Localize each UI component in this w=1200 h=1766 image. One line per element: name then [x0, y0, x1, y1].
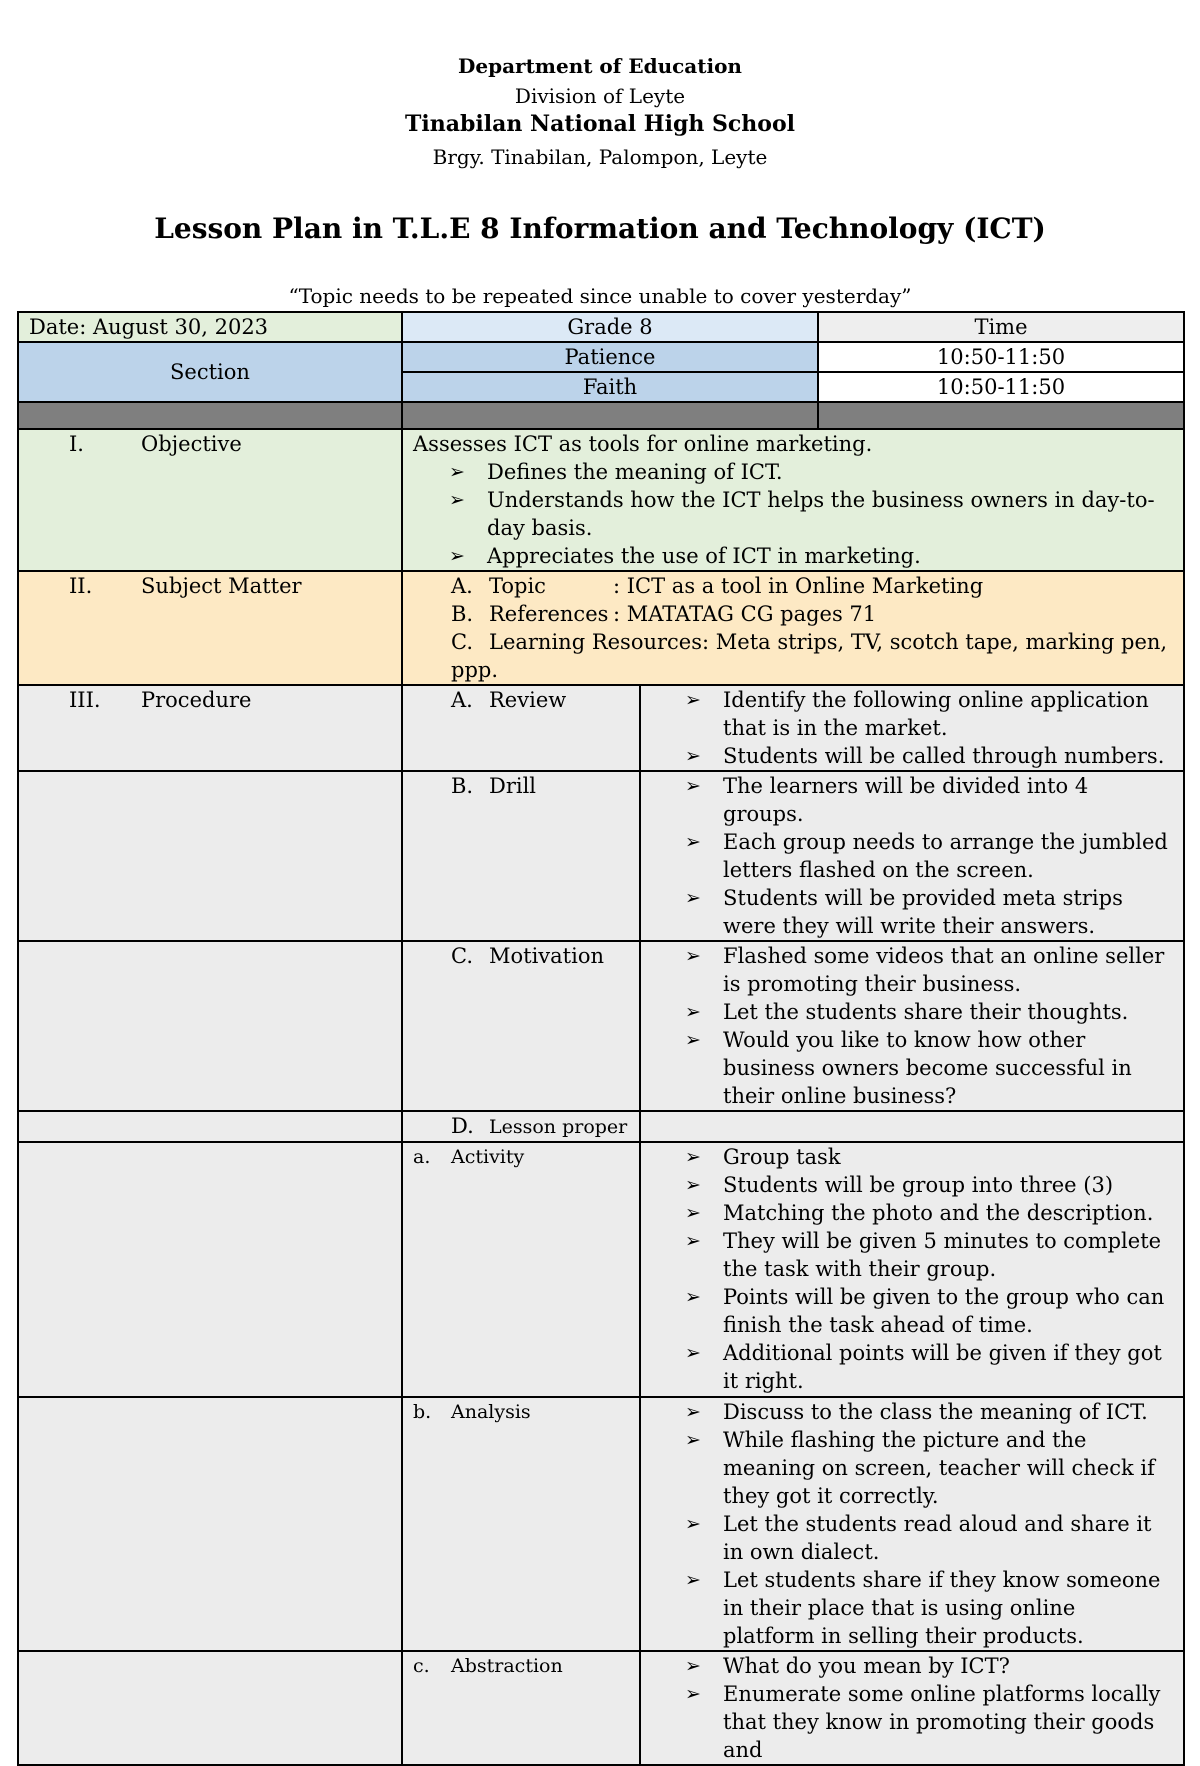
review-row [18, 685, 1184, 771]
resources-value: : Meta strips, TV, scotch tape, marking pen, ppp. [451, 630, 1168, 682]
objective-row [18, 429, 1184, 571]
analysis-list [651, 1398, 1173, 1650]
motivation-list [651, 942, 1173, 1110]
list-item: ➢ Appreciates the use of ICT in marketing. [487, 542, 1173, 570]
abstraction-empty-cell [18, 1651, 402, 1765]
list-item: ➢ Defines the meaning of ICT. [487, 458, 1173, 486]
motivation-content [640, 941, 1184, 1111]
motivation-row [18, 941, 1184, 1111]
motivation-empty-cell [18, 941, 402, 1111]
references-value: : MATATAG CG pages 71 [613, 602, 877, 626]
lesson-plan-title: Lesson Plan in T.L.E 8 Information and Technology (ICT) [154, 212, 1046, 245]
activity-letter: a. [413, 1146, 431, 1168]
motivation-label-cell [402, 941, 640, 1111]
subject-references [413, 600, 1173, 628]
drill-label: Drill [489, 774, 537, 798]
list-item: ➢ Let the students read aloud and share it in own dialect. [723, 1510, 1173, 1566]
lesson-proper-content [640, 1111, 1184, 1142]
resources-key: Learning Resources [489, 630, 703, 654]
section-name-2: Faith [402, 372, 818, 402]
school-name: Tinabilan National High School [405, 111, 795, 137]
drill-list [651, 772, 1173, 940]
section-label-cell: Section [18, 342, 402, 402]
activity-content [640, 1142, 1184, 1397]
drill-label-cell [402, 771, 640, 941]
grade-cell: Grade 8 [402, 312, 818, 342]
time-label-cell: Time [818, 312, 1184, 342]
activity-empty-cell [18, 1142, 402, 1397]
objective-number: I. [69, 432, 84, 456]
resources-letter: C. [451, 630, 473, 654]
abstraction-row [18, 1651, 1184, 1765]
info-row-date [18, 312, 1184, 342]
objective-label-cell [18, 429, 402, 571]
department-name: Department of Education [458, 54, 742, 78]
list-item: ➢ Would you like to know how other business owners become successful in their online business? [723, 1026, 1173, 1110]
abstraction-label: Abstraction [451, 1655, 563, 1677]
drill-content [640, 771, 1184, 941]
abstraction-letter: c. [413, 1655, 430, 1677]
references-letter: B. [451, 602, 474, 626]
subject-resources [413, 628, 1173, 684]
list-item: ➢ Matching the photo and the description. [723, 1199, 1173, 1227]
activity-label-cell [402, 1142, 640, 1397]
subject-topic [413, 572, 1173, 600]
review-letter: A. [451, 688, 473, 712]
divider-cell-1 [18, 402, 402, 429]
analysis-content [640, 1397, 1184, 1651]
list-item: ➢ Let students share if they know someone in their place that is using online platform in selling their products. [723, 1566, 1173, 1650]
list-item: ➢ Let the students share their thoughts. [723, 998, 1173, 1026]
section-name-1: Patience [402, 342, 818, 372]
objective-label: Objective [141, 432, 242, 456]
references-key: References [489, 602, 609, 626]
objective-content [402, 429, 1184, 571]
procedure-label-cell [18, 685, 402, 771]
review-list [651, 686, 1173, 770]
list-item: ➢ Points will be given to the group who can finish the task ahead of time. [723, 1283, 1173, 1339]
list-item: ➢ Flashed some videos that an online seller is promoting their business. [723, 942, 1173, 998]
divider-cell-2 [402, 402, 818, 429]
lesson-proper-empty-cell [18, 1111, 402, 1142]
subject-content [402, 571, 1184, 685]
list-item: ➢ Each group needs to arrange the jumbled letters flashed on the screen. [723, 828, 1173, 884]
abstraction-content [640, 1651, 1184, 1765]
list-item: ➢ The learners will be divided into 4 groups. [723, 772, 1173, 828]
list-item: ➢ What do you mean by ICT? [723, 1652, 1173, 1680]
drill-empty-cell [18, 771, 402, 941]
review-content [640, 685, 1184, 771]
abstraction-list [651, 1652, 1173, 1764]
section-row-1 [18, 342, 1184, 372]
motivation-label: Motivation [489, 944, 605, 968]
activity-row [18, 1142, 1184, 1397]
activity-list [651, 1143, 1173, 1395]
review-label: Review [489, 688, 567, 712]
divider-row [18, 402, 1184, 429]
procedure-number: III. [69, 688, 101, 712]
list-item: ➢ They will be given 5 minutes to complete the task with their group. [723, 1227, 1173, 1283]
topic-letter: A. [451, 574, 473, 598]
subject-row [18, 571, 1184, 685]
topic-key: Topic [489, 574, 546, 598]
lesson-proper-label-cell [402, 1111, 640, 1142]
abstraction-label-cell [402, 1651, 640, 1765]
list-item: ➢ Understands how the ICT helps the business owners in day-to-day basis. [487, 486, 1173, 542]
school-address: Brgy. Tinabilan, Palompon, Leyte [432, 145, 768, 169]
lesson-proper-letter: D. [451, 1114, 474, 1138]
objective-list [413, 458, 1173, 570]
review-label-cell [402, 685, 640, 771]
analysis-letter: b. [413, 1401, 432, 1423]
section-time-2: 10:50-11:50 [818, 372, 1184, 402]
section-time-1: 10:50-11:50 [818, 342, 1184, 372]
drill-letter: B. [451, 774, 474, 798]
subject-label: Subject Matter [141, 574, 302, 598]
objective-intro: Assesses ICT as tools for online marketing. [413, 432, 873, 456]
subject-label-cell [18, 571, 402, 685]
list-item: ➢ Additional points will be given if they got it right. [723, 1339, 1173, 1395]
divider-cell-3 [818, 402, 1184, 429]
analysis-row [18, 1397, 1184, 1651]
list-item: ➢ Discuss to the class the meaning of ICT. [723, 1398, 1173, 1426]
date-cell: Date: August 30, 2023 [18, 312, 402, 342]
activity-label: Activity [451, 1146, 525, 1168]
procedure-label: Procedure [141, 688, 252, 712]
analysis-label-cell [402, 1397, 640, 1651]
topic-value: : ICT as a tool in Online Marketing [613, 574, 984, 598]
division-name: Division of Leyte [514, 84, 686, 108]
motivation-letter: C. [451, 944, 473, 968]
subject-number: II. [69, 574, 93, 598]
lesson-proper-label: Lesson proper [489, 1116, 628, 1138]
list-item: ➢ Identify the following online application that is in the market. [723, 686, 1173, 742]
list-item: ➢ Group task [723, 1143, 1173, 1171]
lesson-plan-table [17, 311, 1185, 1766]
list-item: ➢ Students will be group into three (3) [723, 1171, 1173, 1199]
list-item: ➢ While flashing the picture and the meaning on screen, teacher will check if they got it correctly. [723, 1426, 1173, 1510]
list-item: ➢ Enumerate some online platforms locally that they know in promoting their goods and [723, 1680, 1173, 1764]
analysis-empty-cell [18, 1397, 402, 1651]
analysis-label: Analysis [451, 1401, 531, 1423]
lesson-proper-row [18, 1111, 1184, 1142]
drill-row [18, 771, 1184, 941]
list-item: ➢ Students will be provided meta strips were they will write their answers. [723, 884, 1173, 940]
list-item: ➢ Students will be called through numbers. [723, 742, 1173, 770]
lesson-note: “Topic needs to be repeated since unable to cover yesterday” [288, 284, 912, 308]
